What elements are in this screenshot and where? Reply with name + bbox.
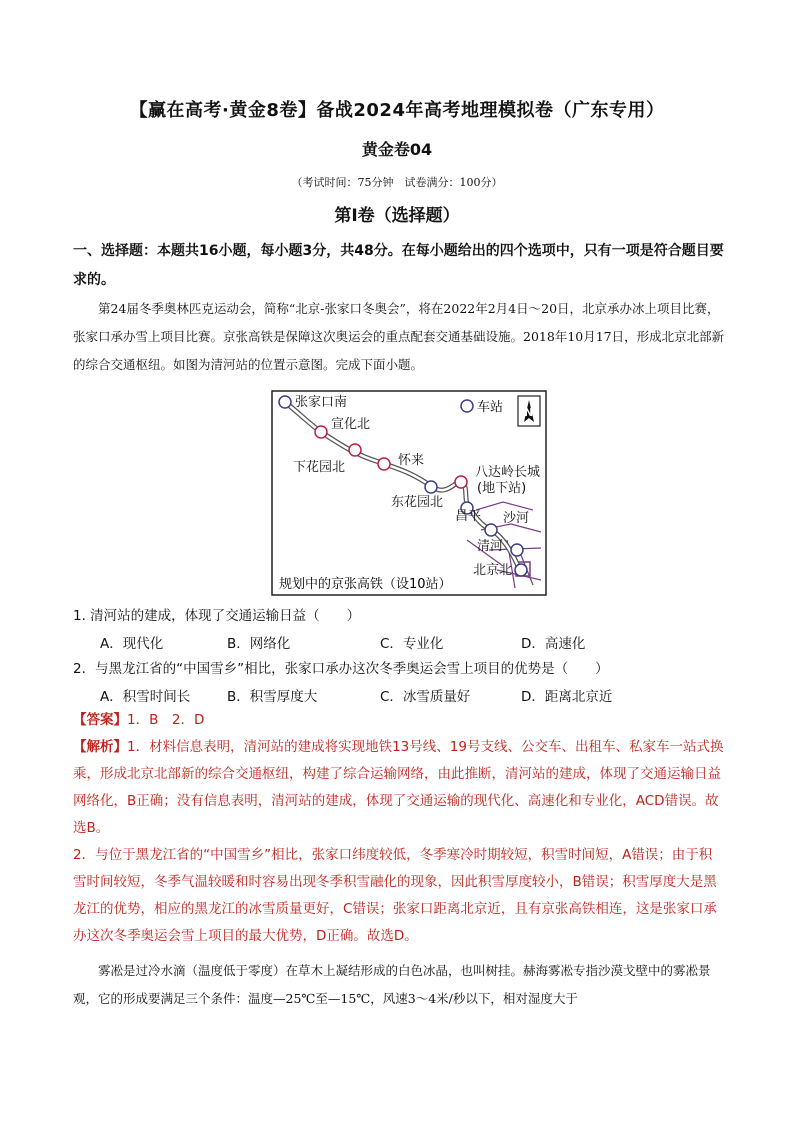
label-beijingbei: 北京北: [473, 563, 513, 578]
exam-info: （考试时间：75分钟 试卷满分：100分）: [291, 176, 503, 189]
station-zhangjiakounan: [279, 396, 291, 408]
label-badaling: 八达岭长城: [475, 465, 541, 480]
legend-station-icon: [461, 400, 473, 412]
station-xuanhuabei: [315, 426, 327, 438]
q2-option-c: C．冰雪质量好: [380, 689, 471, 705]
label-changping: 昌平: [455, 509, 482, 524]
instructions: 一、选择题：本题共16小题，每小题3分，共48分。在每小题给出的四个选项中，只有一项是符合题目要求的。: [73, 243, 724, 288]
label-huailai: 怀来: [398, 453, 425, 468]
explanation-1: [73, 734, 725, 842]
label-zhangjiakounan: 张家口南: [295, 395, 348, 410]
station-xiahuayuanbei: [349, 444, 361, 456]
label-shahe: 沙河: [503, 511, 530, 526]
q1-option-d: D．高速化: [521, 636, 586, 652]
legend-station-label: 车站: [477, 400, 504, 415]
section-heading: 第I卷（选择题）: [334, 206, 460, 226]
station-qinghe: [511, 544, 523, 556]
passage-2: 雾凇是过冷水滴（温度低于零度）在草木上凝结形成的白色冰晶，也叫树挂。赫海雾凇专指沙漠戈壁中的雾凇景观，它的形成要满足三个条件：温度—25℃至—15℃，风速3～4米/秒以下，相对湿度大于: [73, 963, 711, 1006]
station-huailai: [378, 458, 390, 470]
q2-option-b: B．积雪厚度大: [227, 689, 318, 705]
map-caption: 规划中的京张高铁（设10站）: [279, 577, 452, 592]
passage-1: 第24届冬季奥林匹克运动会，简称“北京-张家口冬奥会”，将在2022年2月4日～20日，北京承办冰上项目比赛，张家口承办雪上项目比赛。京张高铁是保障这次奥运会的重点配套交通基础设施。2018年10月17日，形成北京北部新的综合交通枢纽。如图为清河站的位置示意图。完成下面小题。: [73, 301, 725, 372]
answer-text: 1．B 2．D: [127, 712, 205, 728]
paper-subtitle: 黄金卷04: [361, 140, 433, 159]
q1-option-a: A．现代化: [100, 636, 164, 652]
explanation-label: 【解析】: [73, 739, 127, 755]
explanation-1-text: 1．材料信息表明，清河站的建成将实现地铁13号线、19号支线、公交车、出租车、私家车一站式换乘，形成北京北部新的综合交通枢纽，构建了综合运输网络，由此推断，清河站的建成，体现了交通运输日益网络化，B正确；没有信息表明，清河站的建成，体现了交通运输的现代化、高速化和专业化，ACD错误。故选B。: [73, 739, 724, 836]
question-2: 2．与黑龙江省的“中国雪乡”相比，张家口承办这次冬季奥运会雪上项目的优势是（ ）: [73, 661, 609, 677]
label-qinghe: 清河: [477, 539, 504, 554]
answer-line: [73, 708, 204, 728]
q1-option-b: B．网络化: [227, 636, 291, 652]
label-underground: (地下站): [477, 481, 527, 496]
answer-label: 【答案】: [73, 712, 127, 728]
q2-option-a: A．积雪时间长: [100, 689, 191, 705]
explanation-2: 2．与位于黑龙江省的“中国雪乡”相比，张家口纬度较低，冬季寒冷时期较短，积雪时间短，A错误；由于积雪时间较短，冬季气温较暖和时容易出现冬季积雪融化的现象，因此积雪厚度较小，B错误；积雪厚度大是黑龙江的优势，相应的黑龙江的冰雪质量更好，C错误；张家口距离北京近，且有京张高铁相连，这是张家口承办这次冬季奥运会雪上项目的最大优势，D正确。故选D。: [73, 847, 717, 944]
label-xiahuayuanbei: 下花园北: [293, 460, 346, 475]
station-donghuayuanbei: [425, 481, 437, 493]
paper-title: 【赢在高考·黄金8卷】备战2024年高考地理模拟卷（广东专用）: [129, 100, 665, 121]
north-label: N: [524, 406, 534, 419]
station-beijingbei: [515, 564, 527, 576]
station-shahe: [485, 524, 497, 536]
station-badaling: [455, 476, 467, 488]
q1-option-c: C．专业化: [380, 636, 444, 652]
q2-option-d: D．距离北京近: [521, 689, 613, 705]
label-xuanhuabei: 宣化北: [331, 417, 371, 432]
question-1: 1. 清河站的建成，体现了交通运输日益（ ）: [73, 608, 361, 624]
label-donghuayuanbei: 东花园北: [391, 495, 444, 510]
station-location-map: [271, 390, 547, 596]
